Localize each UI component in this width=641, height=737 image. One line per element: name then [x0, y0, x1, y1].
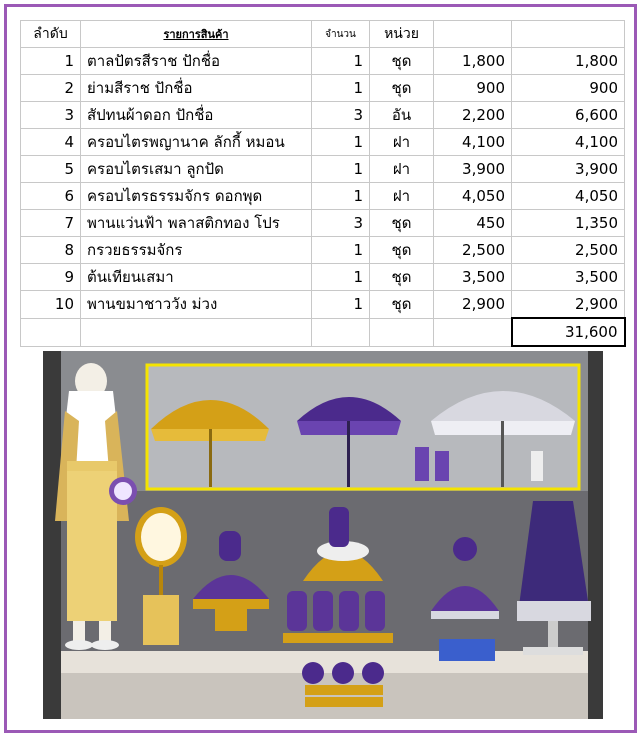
row-index: 4: [21, 129, 81, 156]
row-unit: อัน: [370, 102, 434, 129]
row-item-name: ต้นเทียนเสมา: [81, 264, 312, 291]
row-price: 3,500: [434, 264, 512, 291]
row-qty: 1: [312, 183, 370, 210]
row-price: 1,800: [434, 48, 512, 75]
row-price: 4,100: [434, 129, 512, 156]
row-total: 3,500: [512, 264, 625, 291]
row-index: 8: [21, 237, 81, 264]
row-item-name: ตาลปัตรสีราช ปักชื่อ: [81, 48, 312, 75]
row-item-name: พานแว่นฟ้า พลาสติกทอง โปร: [81, 210, 312, 237]
row-index: 6: [21, 183, 81, 210]
row-qty: 1: [312, 237, 370, 264]
row-item-name: ครอบไตรธรรมจักร ดอกพุด: [81, 183, 312, 210]
row-index: 9: [21, 264, 81, 291]
row-item-name: สัปทนผ้าดอก ปักชื่อ: [81, 102, 312, 129]
row-index: 5: [21, 156, 81, 183]
row-price: 900: [434, 75, 512, 102]
row-price: 450: [434, 210, 512, 237]
row-total: 900: [512, 75, 625, 102]
row-index: 3: [21, 102, 81, 129]
row-total: 4,100: [512, 129, 625, 156]
table-row: [21, 102, 625, 129]
header-total: [512, 21, 625, 48]
row-price: 3,900: [434, 156, 512, 183]
header-index: ลำดับ: [21, 21, 81, 48]
row-item-name: ย่ามสีราช ปักชื่อ: [81, 75, 312, 102]
row-index: 1: [21, 48, 81, 75]
row-index: 2: [21, 75, 81, 102]
row-unit: ชุด: [370, 264, 434, 291]
row-total: 4,050: [512, 183, 625, 210]
row-qty: 1: [312, 156, 370, 183]
row-total: 2,500: [512, 237, 625, 264]
table-row: [21, 183, 625, 210]
table-row: [21, 210, 625, 237]
header-item: รายการสินค้า: [81, 21, 312, 48]
row-unit: ฝา: [370, 156, 434, 183]
footer-empty-cell: [434, 318, 512, 346]
row-price: 4,050: [434, 183, 512, 210]
row-price: 2,200: [434, 102, 512, 129]
table-row: [21, 156, 625, 183]
table-row: [21, 129, 625, 156]
table-row: [21, 237, 625, 264]
row-qty: 1: [312, 48, 370, 75]
row-item-name: ครอบไตรพญานาค ลักกี้ หมอน: [81, 129, 312, 156]
table-row: [21, 75, 625, 102]
footer-empty-cell: [81, 318, 312, 346]
header-price: [434, 21, 512, 48]
header-unit: หน่วย: [370, 21, 434, 48]
row-total: 1,350: [512, 210, 625, 237]
row-item-name: ครอบไตรเสมา ลูกปัด: [81, 156, 312, 183]
row-qty: 1: [312, 264, 370, 291]
row-price: 2,500: [434, 237, 512, 264]
table-header-row: [21, 21, 625, 48]
row-index: 7: [21, 210, 81, 237]
row-total: 1,800: [512, 48, 625, 75]
row-unit: ชุด: [370, 291, 434, 319]
table-row: [21, 48, 625, 75]
parasol-highlight-box: [147, 365, 579, 489]
row-unit: ชุด: [370, 210, 434, 237]
row-item-name: พานขมาชาววัง ม่วง: [81, 291, 312, 319]
row-total: 6,600: [512, 102, 625, 129]
items-table: [20, 20, 626, 347]
row-unit: ฝา: [370, 129, 434, 156]
header-qty: จำนวน: [312, 21, 370, 48]
table-row: [21, 291, 625, 319]
row-unit: ชุด: [370, 75, 434, 102]
row-item-name: กรวยธรรมจักร: [81, 237, 312, 264]
row-index: 10: [21, 291, 81, 319]
row-total: 2,900: [512, 291, 625, 319]
row-total: 3,900: [512, 156, 625, 183]
row-qty: 1: [312, 129, 370, 156]
row-price: 2,900: [434, 291, 512, 319]
row-unit: ฝา: [370, 183, 434, 210]
row-qty: 1: [312, 75, 370, 102]
row-qty: 3: [312, 210, 370, 237]
table-row: [21, 264, 625, 291]
grand-total: 31,600: [512, 318, 625, 346]
row-unit: ชุด: [370, 48, 434, 75]
row-qty: 3: [312, 102, 370, 129]
row-unit: ชุด: [370, 237, 434, 264]
footer-empty-cell: [21, 318, 81, 346]
footer-empty-cell: [312, 318, 370, 346]
table-total-row: [21, 318, 625, 346]
row-qty: 1: [312, 291, 370, 319]
footer-empty-cell: [370, 318, 434, 346]
shop-window-photo: [43, 351, 603, 719]
